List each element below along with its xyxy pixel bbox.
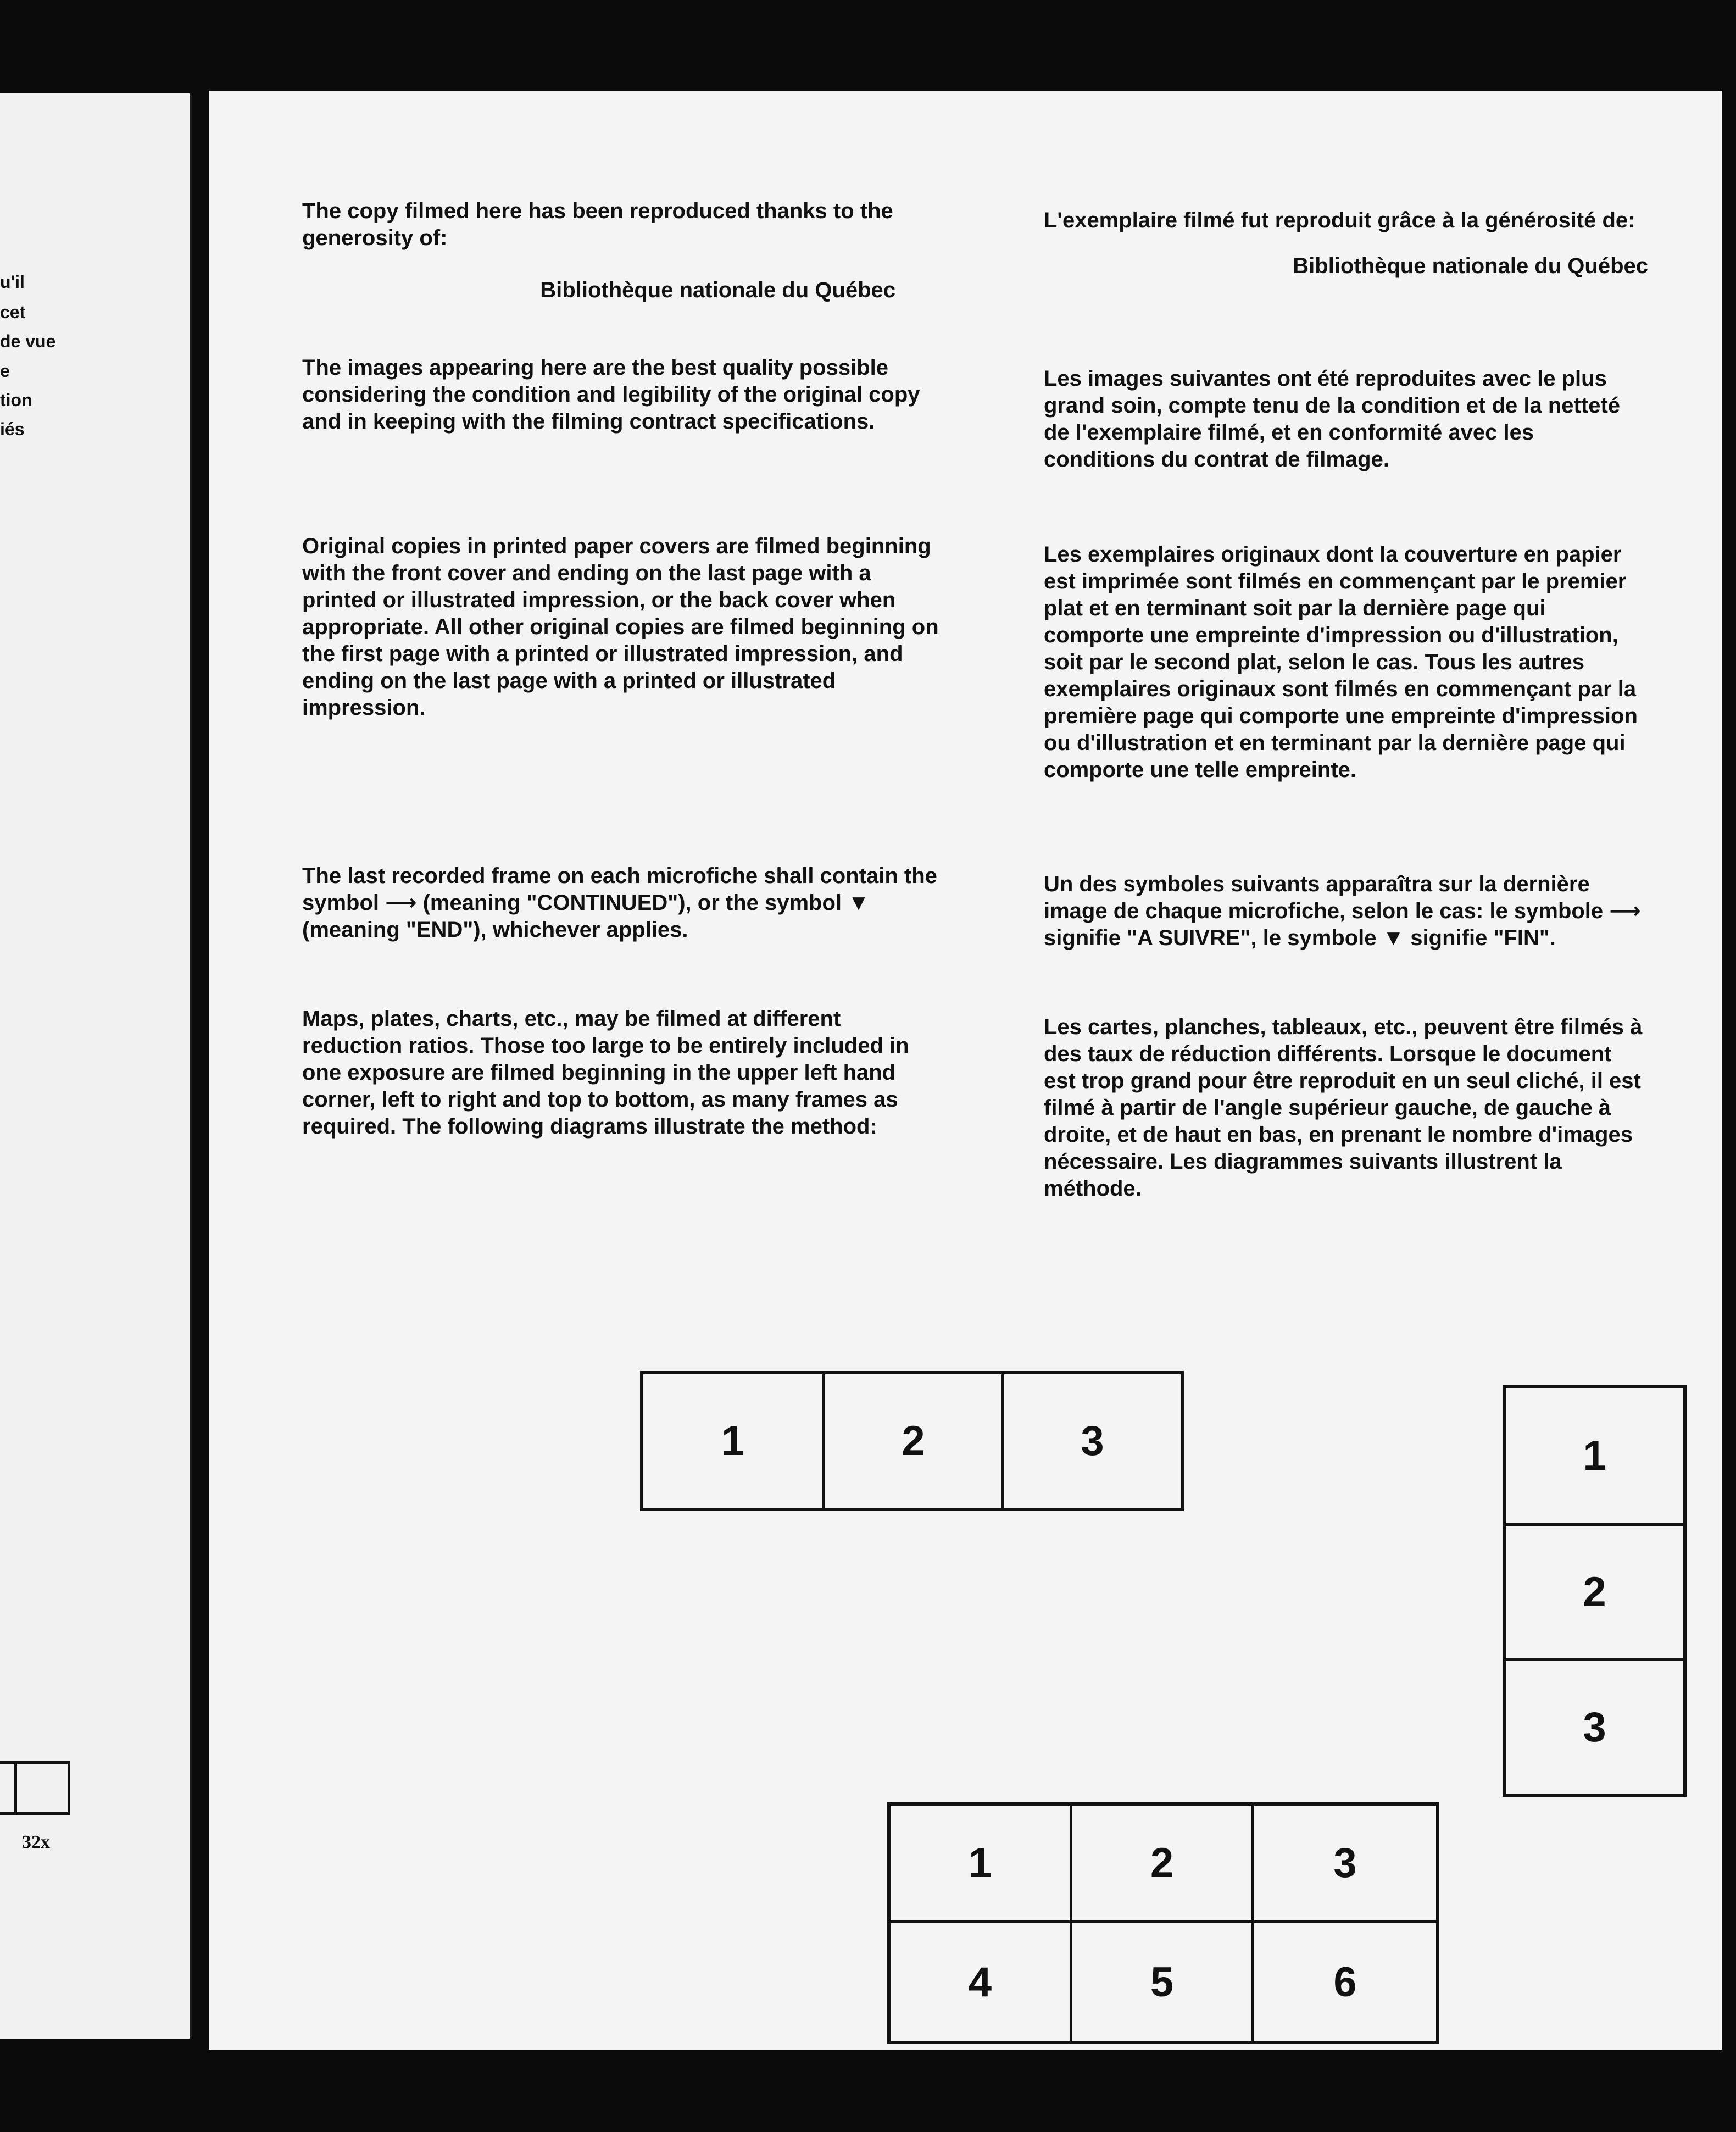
english-quality: The images appearing here are the best quality possible considering the condition and legibility of the original copy and in keeping with the filming contract specifications. [302, 356, 920, 434]
text-fragment: e [0, 361, 10, 381]
frame-cell: 6 [1333, 1958, 1357, 2006]
english-covers: Original copies in printed paper covers are filmed beginning with the front cover and ending on the last page with a printed or illustrated impression, or the back cover when appropriate. All other original copies are filmed beginning on the first page with a printed or illustrated impression, and ending on the last page with a printed or illustrated impression. [302, 534, 939, 720]
text-fragment: iés [0, 419, 25, 439]
diagram-grid [887, 1802, 1439, 2044]
text-fragment: de vue [0, 331, 56, 351]
frame-cell: 5 [1072, 1923, 1254, 2041]
french-covers: Les exemplaires originaux dont la couverture en papier est imprimée sont filmés en commençant par le premier plat et en terminant soit par la dernière page qui comporte une empreinte d'impression ou d'illustration, soit par le second plat, selon le cas. Tous les autres exemplaires originaux sont filmés en commençant par la première page qui comporte une empreinte d'impression ou d'illustration et en terminant par la dernière page qui comporte une telle empreinte. [1044, 542, 1638, 782]
diagram-horizontal [640, 1371, 1184, 1511]
english-symbols: The last recorded frame on each microfiche shall contain the symbol ⟶ (meaning "CONTINUED"), or the symbol ▼ (meaning "END"), whichever applies. [302, 864, 937, 942]
english-credit: Bibliothèque nationale du Québec [540, 278, 895, 302]
frame-cell: 1 [1583, 1432, 1606, 1479]
reduction-ratio-label: 32x [22, 1832, 50, 1852]
frame-cell: 3 [1254, 1806, 1436, 1923]
english-intro-block [302, 198, 939, 304]
frame-cell: 1 [721, 1418, 745, 1464]
french-intro-block [1044, 207, 1648, 280]
frame-cell: 3 [1506, 1658, 1683, 1794]
reduction-box-fragment [0, 1761, 70, 1815]
frame-cell: 3 [1001, 1374, 1181, 1508]
french-symbols: Un des symboles suivants apparaîtra sur la dernière image de chaque microfiche, selon le cas: le symbole ⟶ signifie "A SUIVRE", le symbole ▼ signifie "FIN". [1044, 872, 1641, 950]
english-intro: The copy filmed here has been reproduced thanks to the generosity of: [302, 199, 893, 250]
french-quality: Les images suivantes ont été reproduites avec le plus grand soin, compte tenu de la condition et de la netteté de l'exemplaire filmé, et en conformité avec les conditions du contrat de filmage. [1044, 367, 1621, 471]
frame-cell: 4 [891, 1923, 1072, 2041]
frame-cell: 1 [891, 1806, 1072, 1923]
text-fragment: tion [0, 390, 32, 410]
text-fragment: u'il [0, 272, 25, 292]
diagram-vertical [1503, 1385, 1687, 1797]
french-maps: Les cartes, planches, tableaux, etc., peuvent être filmés à des taux de réduction différents. Lorsque le document est trop grand pour être reproduit en un seul cliché, il est filmé à partir de l'angle supérieur gauche, de gauche à droite, et de haut en bas, en prenant le nombre d'images nécessaire. Les diagrammes suivants illustrent la méthode. [1044, 1015, 1643, 1201]
french-intro: L'exemplaire filmé fut reproduit grâce à la générosité de: [1044, 208, 1635, 232]
english-maps: Maps, plates, charts, etc., may be filmed at different reduction ratios. Those too large to be entirely included in one exposure are filmed beginning in the upper left hand corner, left to right and top to bottom, as many frames as required. The following diagrams illustrate the method: [302, 1007, 909, 1139]
text-fragment: cet [0, 302, 26, 322]
filming-notice-page [209, 91, 1722, 2050]
frame-cell: 2 [1506, 1523, 1683, 1658]
french-credit: Bibliothèque nationale du Québec [1293, 254, 1648, 278]
frame-cell: 2 [822, 1374, 1001, 1508]
previous-page-fragment [0, 93, 192, 2039]
frame-cell: 2 [1072, 1806, 1254, 1923]
